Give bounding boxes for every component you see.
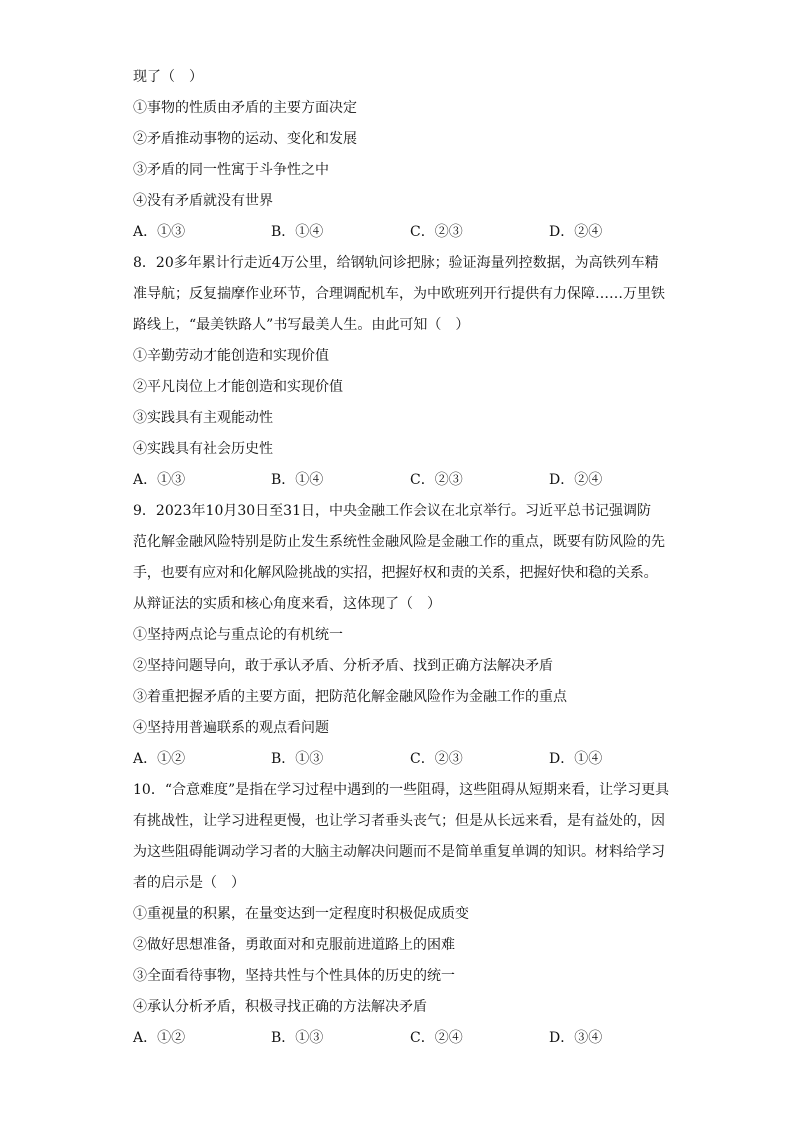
question-9-option-c[interactable]: C．②③ xyxy=(410,751,463,767)
question-10-stem-line-2: 有挑战性，让学习进程更慢，也让学习者垂头丧气；但是从长远来看，是有益处的，因 xyxy=(133,813,665,829)
question-8-option-b[interactable]: B．①④ xyxy=(271,472,324,488)
question-10-option-a[interactable]: A．①② xyxy=(133,1030,186,1046)
question-9-item-1: ①坚持两点论与重点论的有机统一 xyxy=(133,627,343,643)
question-8-stem-line-2: 准导航；反复揣摩作业环节，合理调配机车，为中欧班列开行提供有力保障……万里铁 xyxy=(133,286,665,302)
question-7-option-a[interactable]: A．①③ xyxy=(133,224,186,240)
question-9-stem-line-3: 手，也要有应对和化解风险挑战的实招，把握好权和责的关系，把握好快和稳的关系。 xyxy=(133,565,658,581)
question-8-option-a[interactable]: A．①③ xyxy=(133,472,186,488)
question-10-stem-line-4: 者的启示是（ ） xyxy=(133,875,245,891)
question-9-option-a[interactable]: A．①② xyxy=(133,751,186,767)
question-10-option-b[interactable]: B．①③ xyxy=(271,1030,324,1046)
question-7 xyxy=(133,62,673,248)
question-8-item-3: ③实践具有主观能动性 xyxy=(133,410,273,426)
question-10-stem-line-1: 10．“合意难度”是指在学习过程中遇到的一些阻碍，这些阻碍从短期来看，让学习更具 xyxy=(133,782,670,798)
question-10-item-1: ①重视量的积累，在量变达到一定程度时积极促成质变 xyxy=(133,906,469,922)
question-8-stem-line-3: 路线上，“最美铁路人”书写最美人生。由此可知（ ） xyxy=(133,317,470,333)
question-9-option-b[interactable]: B．①③ xyxy=(271,751,324,767)
question-9 xyxy=(133,496,673,775)
question-10-option-c[interactable]: C．②④ xyxy=(410,1030,463,1046)
question-8-stem-line-1: 8．20多年累计行走近4万公里，给钢轨问诊把脉；验证海量列控数据，为高铁列车精 xyxy=(133,255,659,271)
question-9-options xyxy=(133,744,673,775)
question-10-option-d[interactable]: D．③④ xyxy=(549,1030,603,1046)
question-9-item-4: ④坚持用普遍联系的观点看问题 xyxy=(133,720,329,736)
question-9-item-2: ②坚持问题导向，敢于承认矛盾、分析矛盾、找到正确方法解决矛盾 xyxy=(133,658,553,674)
question-8-item-4: ④实践具有社会历史性 xyxy=(133,441,273,457)
question-10-stem-line-3: 为这些阻碍能调动学习者的大脑主动解决问题而不是简单重复单调的知识。材料给学习 xyxy=(133,844,665,860)
question-9-item-3: ③着重把握矛盾的主要方面，把防范化解金融风险作为金融工作的重点 xyxy=(133,689,567,705)
question-7-option-d[interactable]: D．②④ xyxy=(549,224,603,240)
question-9-stem-line-4: 从辩证法的实质和核心角度来看，这体现了（ ） xyxy=(133,596,441,612)
question-7-item-1: ①事物的性质由矛盾的主要方面决定 xyxy=(133,100,357,116)
question-8 xyxy=(133,248,673,496)
question-9-stem-line-2: 范化解金融风险特别是防止发生系统性金融风险是金融工作的重点，既要有防风险的先 xyxy=(133,534,665,550)
question-7-option-b[interactable]: B．①④ xyxy=(271,224,324,240)
question-7-item-4: ④没有矛盾就没有世界 xyxy=(133,193,273,209)
question-7-options xyxy=(133,217,673,248)
question-10-options xyxy=(133,1023,673,1054)
question-8-item-1: ①辛勤劳动才能创造和实现价值 xyxy=(133,348,329,364)
question-7-option-c[interactable]: C．②③ xyxy=(410,224,463,240)
question-7-stem-tail: 现了（ ） xyxy=(133,69,203,85)
question-8-options xyxy=(133,465,673,496)
question-9-stem-line-1: 9．2023年10月30日至31日，中央金融工作会议在北京举行。习近平总书记强调防 xyxy=(133,503,651,519)
question-10-item-4: ④承认分析矛盾，积极寻找正确的方法解决矛盾 xyxy=(133,999,427,1015)
question-8-option-c[interactable]: C．②③ xyxy=(410,472,463,488)
question-8-item-2: ②平凡岗位上才能创造和实现价值 xyxy=(133,379,343,395)
question-10-item-2: ②做好思想准备，勇敢面对和克服前进道路上的困难 xyxy=(133,937,455,953)
question-7-item-3: ③矛盾的同一性寓于斗争性之中 xyxy=(133,162,329,178)
question-7-item-2: ②矛盾推动事物的运动、变化和发展 xyxy=(133,131,357,147)
question-10-item-3: ③全面看待事物，坚持共性与个性具体的历史的统一 xyxy=(133,968,455,984)
question-9-option-d[interactable]: D．①④ xyxy=(549,751,603,767)
question-8-option-d[interactable]: D．②④ xyxy=(549,472,603,488)
question-content xyxy=(133,62,673,1054)
question-10 xyxy=(133,775,673,1054)
